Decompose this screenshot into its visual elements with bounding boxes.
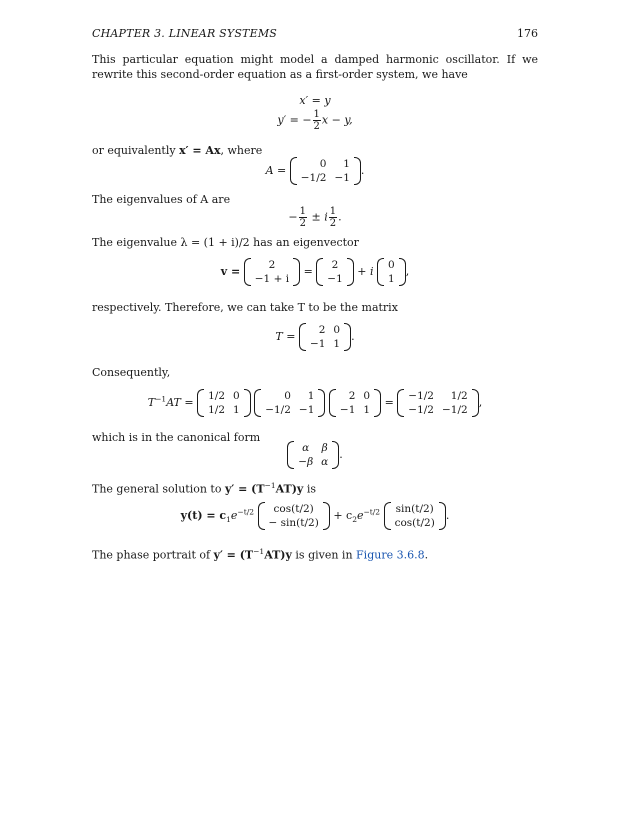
matrix-row (297, 157, 354, 171)
matrix-cell: −1/2 (441, 404, 468, 416)
chapter-title: CHAPTER 3. LINEAR SYSTEMS (92, 27, 278, 40)
matrix-cell: 1 (307, 390, 315, 402)
matrix-cell: 2 (268, 259, 276, 271)
paragraph-eigenvalues: The eigenvalues of A are (92, 193, 231, 206)
matrix-cell: 2 (331, 259, 339, 271)
matrix-cell: 1 (333, 338, 341, 350)
matrix-a (290, 157, 361, 185)
matrix-row (261, 403, 318, 417)
solution-vector-1 (258, 502, 330, 530)
matrix-cell: cos(t/2) (394, 517, 435, 529)
matrix-cell: −1 + i (254, 273, 290, 285)
matrix-cell: 1 (233, 404, 240, 416)
matrix-row (336, 389, 374, 403)
general-solution-equation: $y(t) = c_1e^{-t/2}$ cos(t/2) − sin(t/2) + $c_2e^{-t/2}$ sin(t/2) cos(t/2) . (180, 503, 450, 529)
matrix-cell: −1 (339, 404, 356, 416)
matrix-cell: sin(t/2) (395, 503, 434, 515)
matrix-row (391, 502, 439, 516)
matrix-row (297, 171, 354, 185)
matrix-row (251, 258, 293, 272)
eigvec-matrix-2 (316, 258, 353, 286)
matrix-cell: −1/2 (408, 404, 434, 416)
matrix-row (265, 516, 323, 530)
figure-link[interactable]: Figure 3.6.8 (356, 548, 425, 562)
matrix-cell: 1 (363, 404, 371, 416)
matrix-a-equation: A = 0 1 −1/2 −1 . (265, 158, 365, 184)
paragraph-general-solution: The general solution to $y' = (T^{-1}AT)y$ is (92, 481, 316, 496)
product-matrix-3 (329, 389, 381, 417)
matrix-cell: − sin(t/2) (268, 517, 319, 529)
product-matrix-4 (397, 389, 478, 417)
matrix-cell: 0 (233, 390, 240, 402)
matrix-cell: −1 (327, 273, 343, 285)
matrix-cell: 0 (284, 390, 291, 402)
product-matrix-2 (254, 389, 325, 417)
matrix-row (204, 403, 244, 417)
matrix-cell: α (302, 442, 310, 454)
solution-vector-2 (384, 502, 446, 530)
matrix-row (404, 389, 471, 403)
eigvec-matrix-1 (244, 258, 300, 286)
eigenvector-equation: v = 2 −1 + i = 2 −1 + i 0 1 , (220, 259, 410, 285)
page-number: 176 (517, 27, 538, 40)
matrix-t (299, 323, 351, 351)
matrix-cell: 0 (333, 324, 341, 336)
paragraph-equivalently: or equivalently x′ = Ax, where (92, 144, 263, 157)
matrix-row (391, 516, 439, 530)
canonical-form: α β −β α . (92, 441, 538, 469)
matrix-cell: 1/2 (208, 390, 226, 402)
matrix-cell: 1/2 (208, 404, 226, 416)
matrix-cell: 0 (319, 158, 327, 170)
product-equation: $T^{-1}AT$ = 1/2 0 1/2 1 0 1 −1/2 −1 2 0 −1 1 = −1/2 1/2 −1/2 −1/2 , (147, 390, 483, 416)
matrix-cell: cos(t/2) (273, 503, 314, 515)
matrix-cell: −1 (298, 404, 315, 416)
matrix-row (204, 389, 244, 403)
matrix-row (384, 272, 399, 286)
matrix-row (265, 502, 323, 516)
canonical-matrix (287, 441, 339, 469)
matrix-row (384, 258, 399, 272)
matrix-cell: −1/2 (300, 172, 327, 184)
matrix-cell: −1/2 (408, 390, 434, 402)
matrix-cell: α (321, 456, 329, 468)
paragraph-consequently: Consequently, (92, 366, 171, 379)
matrix-cell: 2 (348, 390, 356, 402)
matrix-row (306, 323, 344, 337)
matrix-cell: 2 (318, 324, 326, 336)
matrix-row (294, 455, 332, 469)
paragraph-intro: This particular equation might model a damped harmonic oscillator. If we rewrite this second-order equation as a first-order system, we have (92, 53, 538, 81)
matrix-row (336, 403, 374, 417)
matrix-t-equation: T = 2 0 −1 1 . (275, 324, 355, 350)
matrix-cell: −1 (334, 172, 350, 184)
matrix-cell: −1 (309, 338, 326, 350)
paragraph-canonical: which is in the canonical form (92, 431, 261, 444)
paragraph-phase-portrait: The phase portrait of $y' = (T^{-1}AT)y$ is given in Figure 3.6.8. (92, 547, 429, 562)
eigvec-matrix-3 (377, 258, 406, 286)
paragraph-matrix-t: respectively. Therefore, we can take T to be the matrix (92, 301, 398, 314)
matrix-row (323, 272, 346, 286)
paragraph-eigenvector: The eigenvalue λ = (1 + i)/2 has an eigenvector (92, 236, 359, 249)
matrix-row (306, 337, 344, 351)
matrix-row (294, 441, 332, 455)
eigenvalues-equation: − $\frac{1}{2}$ ± i $\frac{1}{2}$ . (288, 206, 342, 229)
product-matrix-1 (197, 389, 251, 417)
matrix-row (251, 272, 293, 286)
equation-y-prime: y′ = − $\frac{1}{2}$ x − y, (277, 109, 353, 132)
matrix-cell: β (321, 442, 328, 454)
matrix-row (404, 403, 471, 417)
matrix-row (261, 389, 318, 403)
equation-x-prime: x′ = y (299, 94, 331, 107)
matrix-cell: 0 (363, 390, 371, 402)
matrix-cell: 1 (343, 158, 350, 170)
matrix-cell: −β (298, 456, 314, 468)
matrix-cell: 1 (388, 273, 395, 285)
matrix-cell: −1/2 (265, 404, 291, 416)
matrix-row (323, 258, 346, 272)
matrix-cell: 0 (388, 259, 395, 271)
matrix-cell: 1/2 (450, 390, 468, 402)
